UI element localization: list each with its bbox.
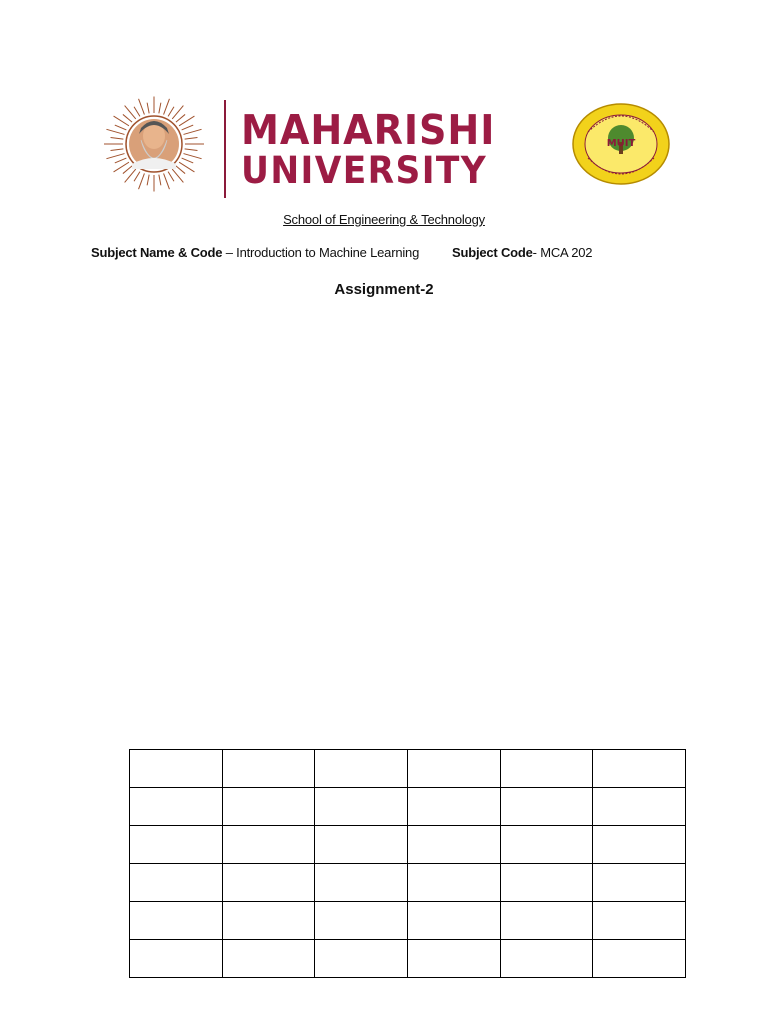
table-row — [130, 788, 686, 826]
table-cell — [315, 902, 408, 940]
table-cell — [407, 902, 500, 940]
seal-text: MUIT — [606, 138, 636, 149]
header-divider — [224, 100, 226, 198]
table-cell — [130, 826, 223, 864]
subject-name-value: Introduction to Machine Learning — [236, 245, 420, 260]
table-cell — [407, 864, 500, 902]
grid-body — [130, 750, 686, 978]
founder-portrait-logo — [94, 94, 214, 198]
subject-code-group — [452, 245, 592, 260]
table-cell — [222, 864, 315, 902]
table-row — [130, 750, 686, 788]
university-name-line1: MAHARISHI — [241, 106, 496, 154]
table-cell — [130, 940, 223, 978]
table-cell — [500, 750, 593, 788]
document-header — [0, 90, 768, 200]
table-cell — [500, 864, 593, 902]
table-row — [130, 826, 686, 864]
table-cell — [407, 750, 500, 788]
table-cell — [407, 940, 500, 978]
table-row — [130, 864, 686, 902]
table-cell — [593, 750, 686, 788]
school-title: School of Engineering & Technology — [283, 212, 485, 227]
university-name-line2: UNIVERSITY — [241, 149, 488, 192]
subject-name-label: Subject Name & Code — [91, 245, 223, 260]
subject-code-separator: - — [532, 245, 541, 260]
table-cell — [315, 826, 408, 864]
table-cell — [130, 788, 223, 826]
table-cell — [593, 826, 686, 864]
university-seal-logo — [570, 102, 672, 186]
table-cell — [500, 788, 593, 826]
subject-code-label: Subject Code — [452, 245, 533, 260]
table-cell — [315, 788, 408, 826]
table-cell — [407, 826, 500, 864]
table-cell — [222, 788, 315, 826]
table-row — [130, 902, 686, 940]
table-cell — [130, 750, 223, 788]
empty-grid-table — [129, 749, 686, 978]
table-cell — [593, 902, 686, 940]
table-cell — [222, 902, 315, 940]
table-cell — [222, 940, 315, 978]
table-row — [130, 940, 686, 978]
table-cell — [130, 864, 223, 902]
table-cell — [593, 788, 686, 826]
assignment-title: Assignment-2 — [334, 281, 434, 298]
subject-name-separator: – — [222, 245, 237, 260]
table-cell — [593, 864, 686, 902]
table-cell — [315, 750, 408, 788]
table-cell — [500, 940, 593, 978]
table-cell — [500, 826, 593, 864]
subject-row — [91, 245, 691, 260]
table-cell — [315, 864, 408, 902]
table-cell — [500, 902, 593, 940]
table-cell — [407, 788, 500, 826]
table-cell — [222, 750, 315, 788]
table-cell — [130, 902, 223, 940]
table-cell — [593, 940, 686, 978]
table-cell — [222, 826, 315, 864]
university-wordmark — [241, 106, 561, 192]
subject-code-value: MCA 202 — [540, 245, 593, 260]
table-cell — [315, 940, 408, 978]
